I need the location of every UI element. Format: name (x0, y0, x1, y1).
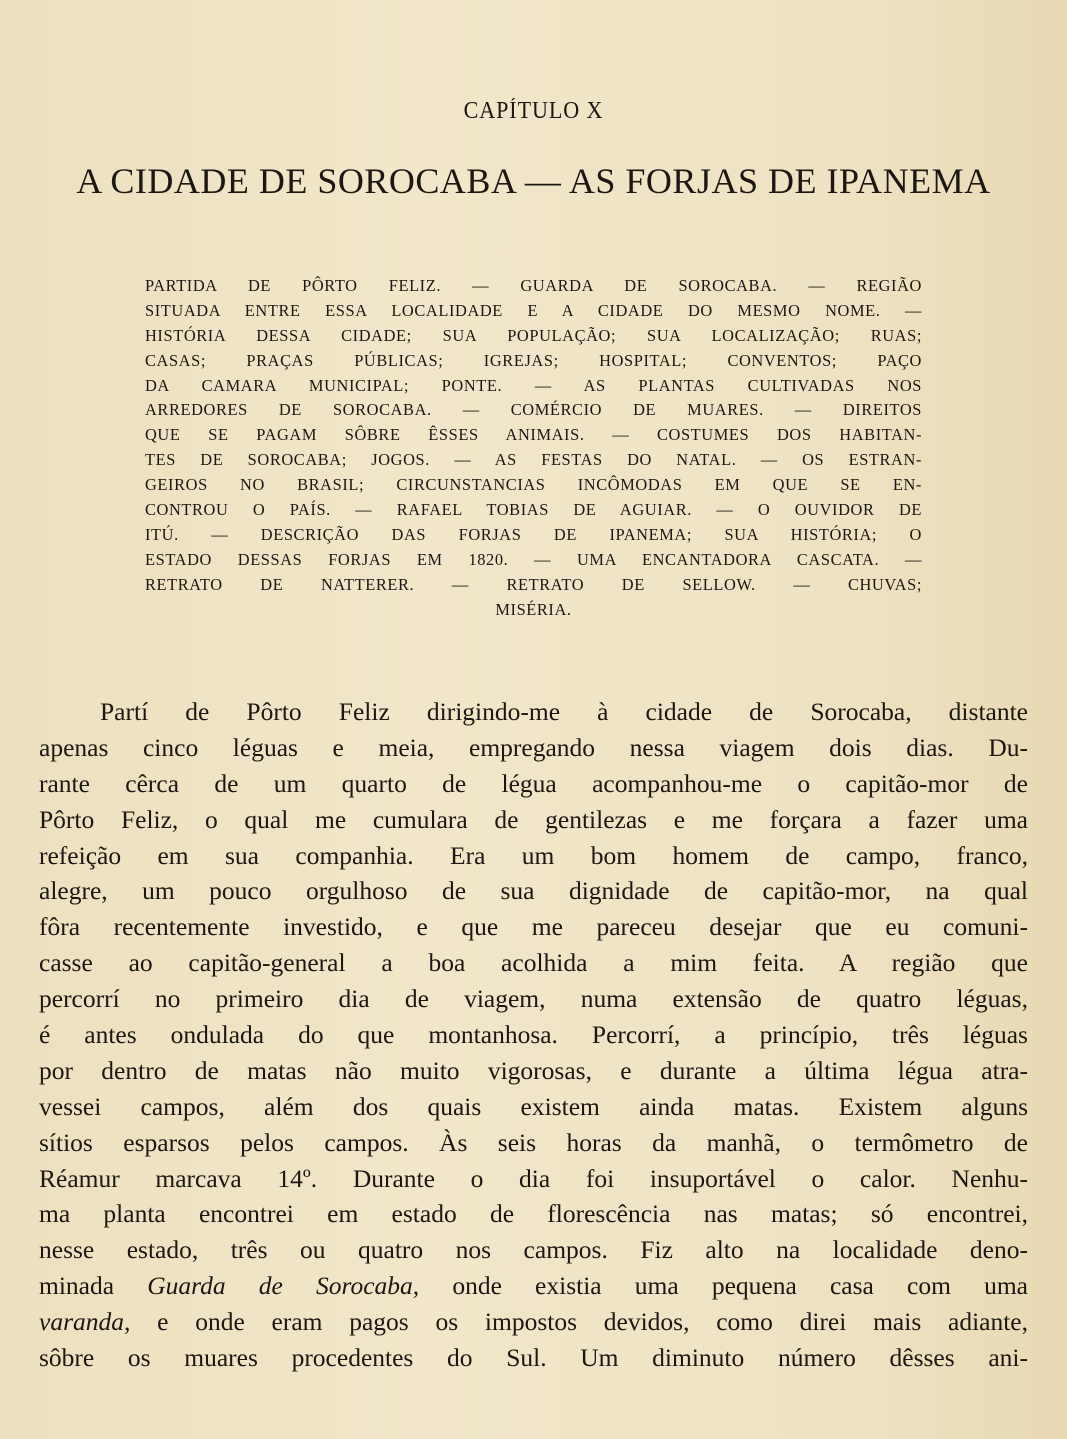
italic-term: varanda, (39, 1307, 131, 1337)
body-line: percorrí no primeiro dia de viagem, numa extensão de quatro léguas, (39, 984, 1028, 1014)
summary-line: GEIROS NO BRASIL; CIRCUNSTANCIAS INCÔMODAS EM QUE SE EN- (145, 475, 922, 495)
body-line: por dentro de matas não muito vigorosas, e durante a última légua atra- (39, 1055, 1028, 1085)
body-line: casse ao capitão-general a boa acolhida a mim feita. A região que (39, 948, 1028, 978)
body-line: rante cêrca de um quarto de légua acompanhou-me o capitão-mor de (39, 768, 1028, 798)
body-line: vessei campos, além dos quais existem ainda matas. Existem alguns (39, 1091, 1028, 1121)
body-text-segment: minada (39, 1271, 148, 1301)
body-line: nesse estado, três ou quatro nos campos. Fiz alto na localidade deno- (39, 1235, 1028, 1265)
body-line: fôra recentemente investido, e que me pareceu desejar que eu comuni- (39, 912, 1028, 942)
italic-place-name: Guarda de Sorocaba, (147, 1271, 420, 1301)
summary-line: QUE SE PAGAM SÔBRE ÊSSES ANIMAIS. — COSTUMES DOS HABITAN- (145, 425, 922, 445)
body-line: Pôrto Feliz, o qual me cumulara de gentilezas e me forçara a fazer uma (39, 804, 1028, 834)
chapter-summary (145, 274, 922, 622)
summary-line: PARTIDA DE PÔRTO FELIZ. — GUARDA DE SOROCABA. — REGIÃO (145, 276, 922, 295)
summary-line: SITUADA ENTRE ESSA LOCALIDADE E A CIDADE DO MESMO NOME. — (145, 300, 922, 320)
body-paragraph (39, 694, 1028, 1376)
summary-line: TES DE SOROCABA; JOGOS. — AS FESTAS DO NATAL. — OS ESTRAN- (145, 450, 922, 470)
body-text-segment: e onde eram pagos os impostos devidos, como direi mais adiante, (130, 1307, 1028, 1337)
body-line (39, 1304, 1028, 1340)
body-line: sôbre os muares procedentes do Sul. Um diminuto número dêsses ani- (39, 1343, 1028, 1373)
body-line: refeição em sua companhia. Era um bom homem de campo, franco, (39, 840, 1028, 870)
chapter-number: CAPÍTULO X (463, 98, 604, 124)
summary-line: ARREDORES DE SOROCABA. — COMÉRCIO DE MUARES. — DIREITOS (145, 400, 922, 420)
summary-line: ESTADO DESSAS FORJAS EM 1820. — UMA ENCANTADORA CASCATA. — (145, 549, 922, 569)
body-line: Réamur marcava 14º. Durante o dia foi insuportável o calor. Nenhu- (39, 1163, 1028, 1193)
body-line: alegre, um pouco orgulhoso de sua dignidade de capitão-mor, na qual (39, 876, 1028, 906)
body-line: é antes ondulada do que montanhosa. Percorrí, a princípio, três léguas (39, 1020, 1028, 1050)
summary-line: CASAS; PRAÇAS PÚBLICAS; IGREJAS; HOSPITAL; CONVENTOS; PAÇO (145, 350, 922, 370)
summary-line: RETRATO DE NATTERER. — RETRATO DE SELLOW. — CHUVAS; (145, 574, 922, 594)
body-text-segment: onde existia uma pequena casa com uma (419, 1271, 1028, 1301)
body-line: apenas cinco léguas e meia, empregando nessa viagem dois dias. Du- (39, 732, 1028, 762)
summary-line: DA CAMARA MUNICIPAL; PONTE. — AS PLANTAS CULTIVADAS NOS (145, 375, 922, 395)
body-line: ma planta encontrei em estado de florescência nas matas; só encontrei, (39, 1199, 1028, 1229)
summary-line: CONTROU O PAÍS. — RAFAEL TOBIAS DE AGUIAR. — O OUVIDOR DE (145, 500, 922, 520)
body-line: sítios esparsos pelos campos. Às seis horas da manhã, o termômetro de (39, 1127, 1028, 1157)
chapter-title: A CIDADE DE SOROCABA — AS FORJAS DE IPANEMA (76, 161, 991, 201)
summary-line-last: MISÉRIA. (495, 599, 572, 619)
summary-line: HISTÓRIA DESSA CIDADE; SUA POPULAÇÃO; SUA LOCALIZAÇÃO; RUAS; (145, 325, 922, 345)
body-line: Partí de Pôrto Feliz dirigindo-me à cidade de Sorocaba, distante (100, 697, 1028, 726)
body-line (39, 1268, 1028, 1304)
summary-line: ITÚ. — DESCRIÇÃO DAS FORJAS DE IPANEMA; SUA HISTÓRIA; O (145, 524, 922, 544)
